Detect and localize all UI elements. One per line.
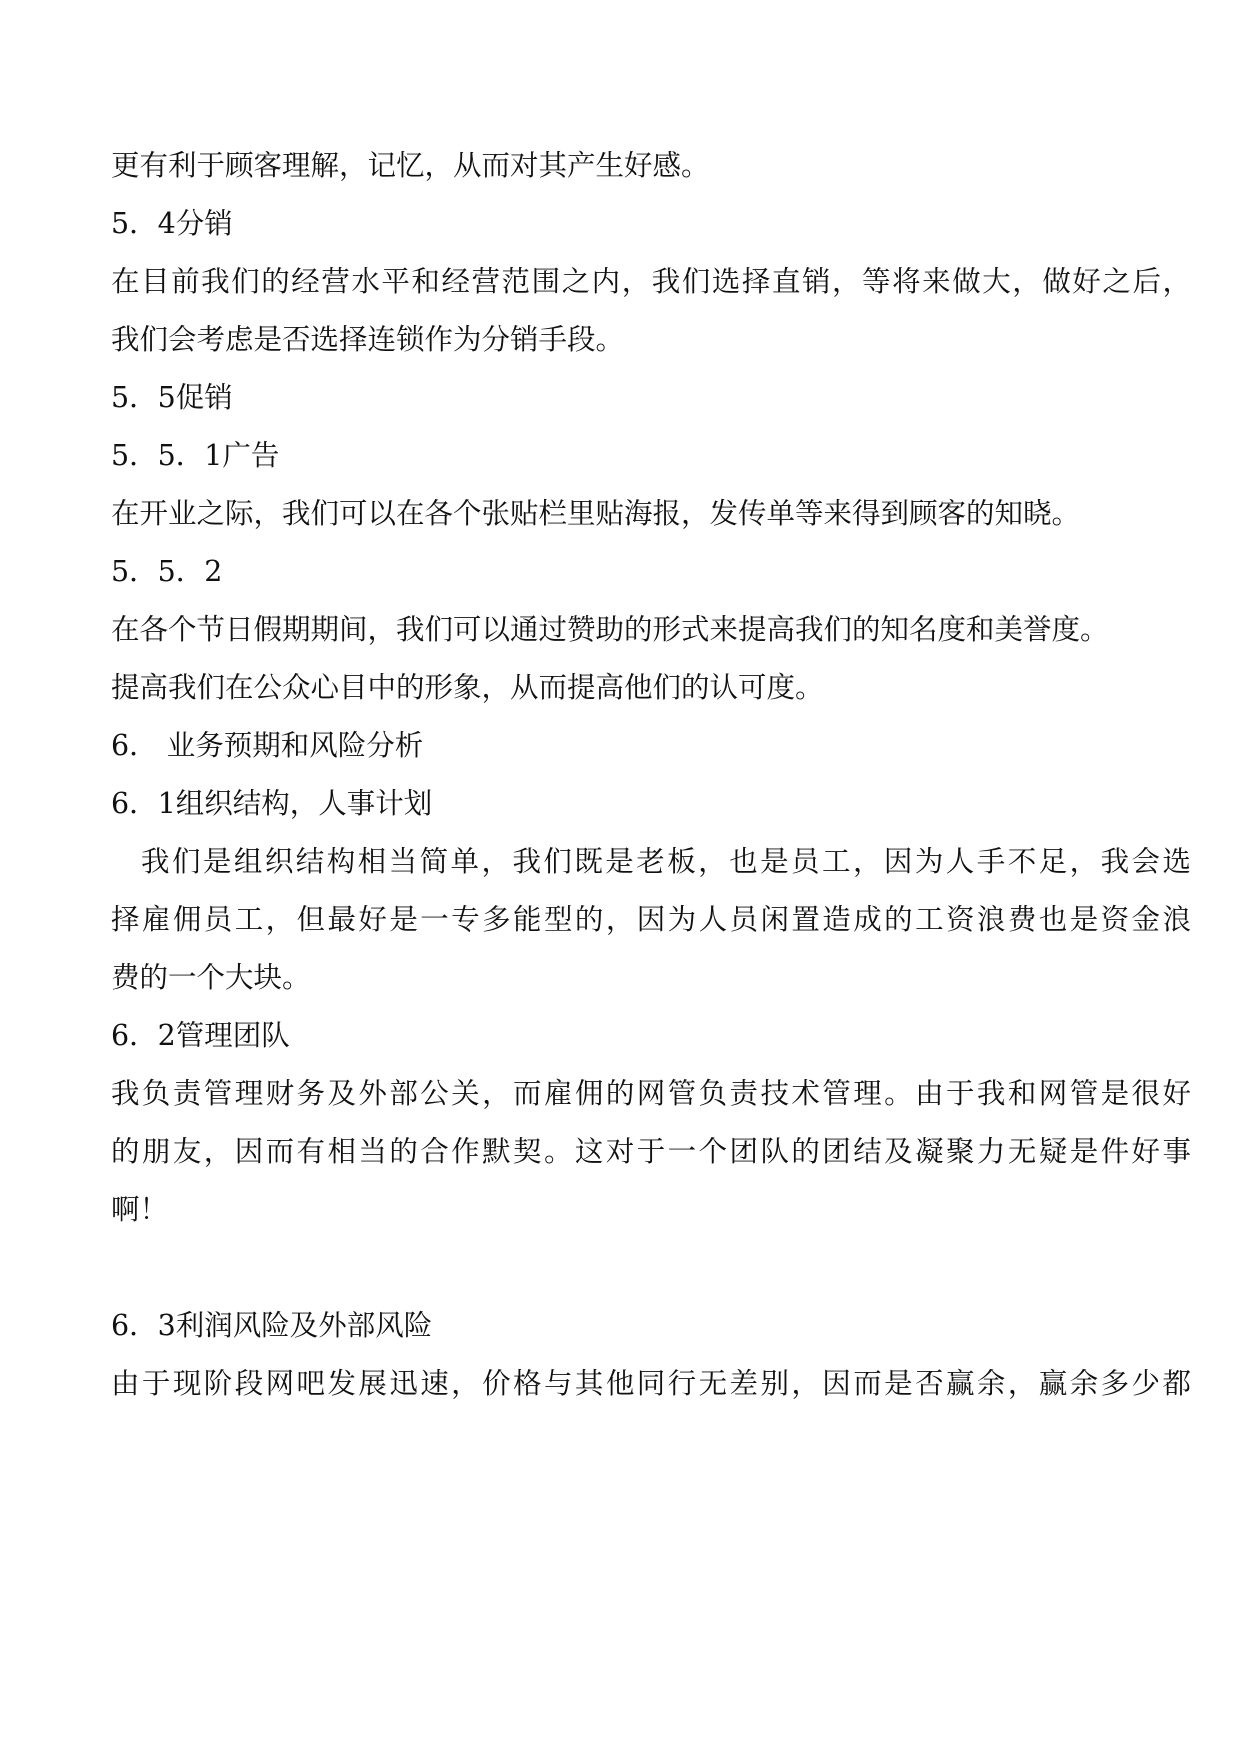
section-heading-6-1: 6．1组织结构，人事计划 <box>111 787 433 820</box>
section-heading-6: 6． 业务预期和风险分析 <box>111 729 424 762</box>
section-heading-5-5-1: 5．5．1广告 <box>111 439 280 472</box>
body-text-line: 在各个节日假期期间，我们可以通过赞助的形式来提高我们的知名度和美誉度。 <box>111 613 1109 646</box>
body-text-line: 我们会考虑是否选择连锁作为分销手段。 <box>111 323 625 356</box>
section-heading-6-2: 6．2管理团队 <box>111 1019 290 1052</box>
body-text-line: 我们是组织结构相当简单，我们既是老板，也是员工，因为人手不足，我会选 <box>141 845 1191 878</box>
body-text-line: 在开业之际，我们可以在各个张贴栏里贴海报，发传单等来得到顾客的知晓。 <box>111 497 1081 530</box>
section-heading-5-5: 5．5促销 <box>111 381 233 414</box>
body-text-line: 提高我们在公众心目中的形象，从而提高他们的认可度。 <box>111 671 824 704</box>
body-text-line: 择雇佣员工，但最好是一专多能型的，因为人员闲置造成的工资浪费也是资金浪 <box>111 903 1191 936</box>
body-text-line: 更有利于顾客理解，记忆，从而对其产生好感。 <box>111 149 710 182</box>
body-text-line: 啊！ <box>111 1193 169 1226</box>
body-text-line: 的朋友，因而有相当的合作默契。这对于一个团队的团结及凝聚力无疑是件好事 <box>111 1135 1191 1168</box>
body-text-line: 在目前我们的经营水平和经营范围之内，我们选择直销，等将来做大，做好之后， <box>111 265 1191 298</box>
body-text-line: 费的一个大块。 <box>111 961 311 994</box>
section-heading-5-5-2: 5．5．2 <box>111 555 223 588</box>
section-heading-6-3: 6．3利润风险及外部风险 <box>111 1309 433 1342</box>
body-text-line: 由于现阶段网吧发展迅速，价格与其他同行无差别，因而是否赢余，赢余多少都 <box>111 1367 1191 1400</box>
section-heading-5-4: 5．4分销 <box>111 207 233 240</box>
body-text-line: 我负责管理财务及外部公关，而雇佣的网管负责技术管理。由于我和网管是很好 <box>111 1077 1191 1110</box>
